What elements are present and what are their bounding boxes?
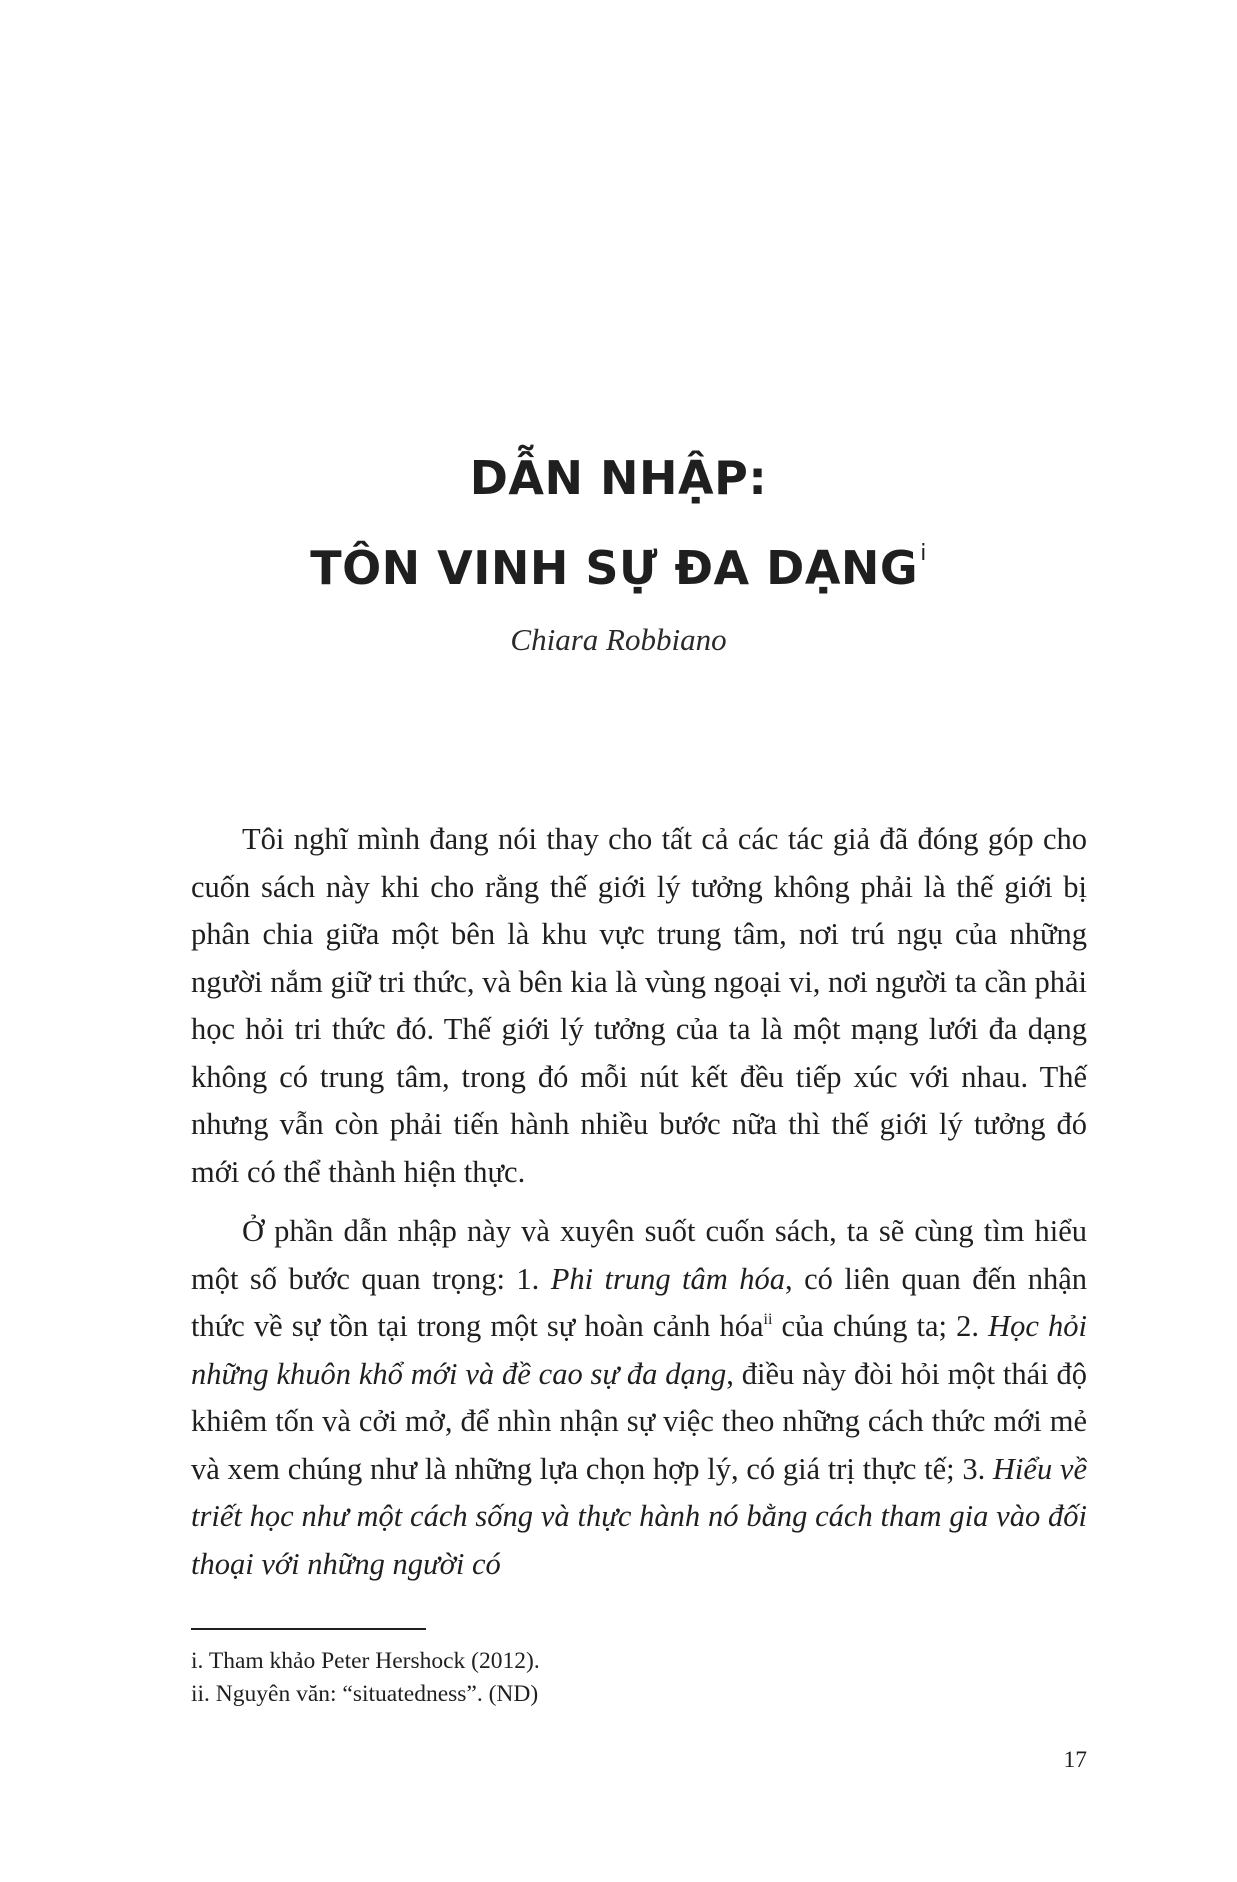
footnote-separator <box>191 1628 426 1630</box>
footnote-marker-ii: ii <box>763 1311 773 1328</box>
chapter-title-line-1: DẪN NHẬP: <box>469 451 768 505</box>
paragraph-2-part-1: Ở phần dẫn nhập này và xuyên suốt cuốn sách, ta sẽ cùng tìm hiểu một số bước quan trọng: 1. <box>191 1214 1087 1296</box>
paragraph-2-italic-3: Hiểu về triết học như một cách sống và thực hành nó bằng cách tham gia vào đối thoại với những người có <box>191 1451 1087 1581</box>
paragraph-2 <box>191 1208 1087 1588</box>
footnote-ii: ii. Nguyên văn: “situatedness”. (ND) <box>191 1681 539 1707</box>
chapter-title-line-2-text: TÔN VINH SỰ ĐA DẠNG <box>310 541 919 595</box>
body-text <box>191 816 1087 1588</box>
paragraph-1: Tôi nghĩ mình đang nói thay cho tất cả các tác giả đã đóng góp cho cuốn sách này khi cho rằng thế giới lý tưởng không phải là thế giới bị phân chia giữa một bên là khu vực trung tâm, nơi trú ngụ của những người nắm giữ tri thức, và bên kia là vùng ngoại vi, nơi người ta cần phải học hỏi tri thức đó. Thế giới lý tưởng của ta là một mạng lưới đa dạng không có trung tâm, trong đó mỗi nút kết đều tiếp xúc với nhau. Thế nhưng vẫn còn phải tiến hành nhiều bước nữa thì thế giới lý tưởng đó mới có thể thành hiện thực. <box>191 822 1087 1189</box>
chapter-title <box>0 440 1237 606</box>
footnote-i: i. Tham khảo Peter Hershock (2012). <box>191 1648 540 1674</box>
page-number: 17 <box>1063 1747 1087 1773</box>
author-name: Chiara Robbiano <box>510 622 727 657</box>
paragraph-2-part-2: , có liên quan đến nhận thức về sự tồn tại trong một sự hoàn cảnh hóa <box>191 1261 1088 1343</box>
footnotes <box>191 1645 1087 1711</box>
paragraph-2-italic-1: Phi trung tâm hóa <box>550 1261 786 1296</box>
paragraph-2-part-4: , điều này đòi hỏi một thái độ khiêm tốn và cởi mở, để nhìn nhận sự việc theo những cách thức mới mẻ và xem chúng như là những lựa chọn hợp lý, có giá trị thực tế; 3. <box>191 1356 1087 1486</box>
paragraph-2-part-3: của chúng ta; 2. <box>772 1309 989 1343</box>
title-footnote-marker: i <box>920 541 927 566</box>
paragraph-2-italic-2: Học hỏi những khuôn khổ mới và đề cao sự đa dạng <box>191 1309 1087 1391</box>
chapter-title-line-2 <box>0 516 1237 606</box>
